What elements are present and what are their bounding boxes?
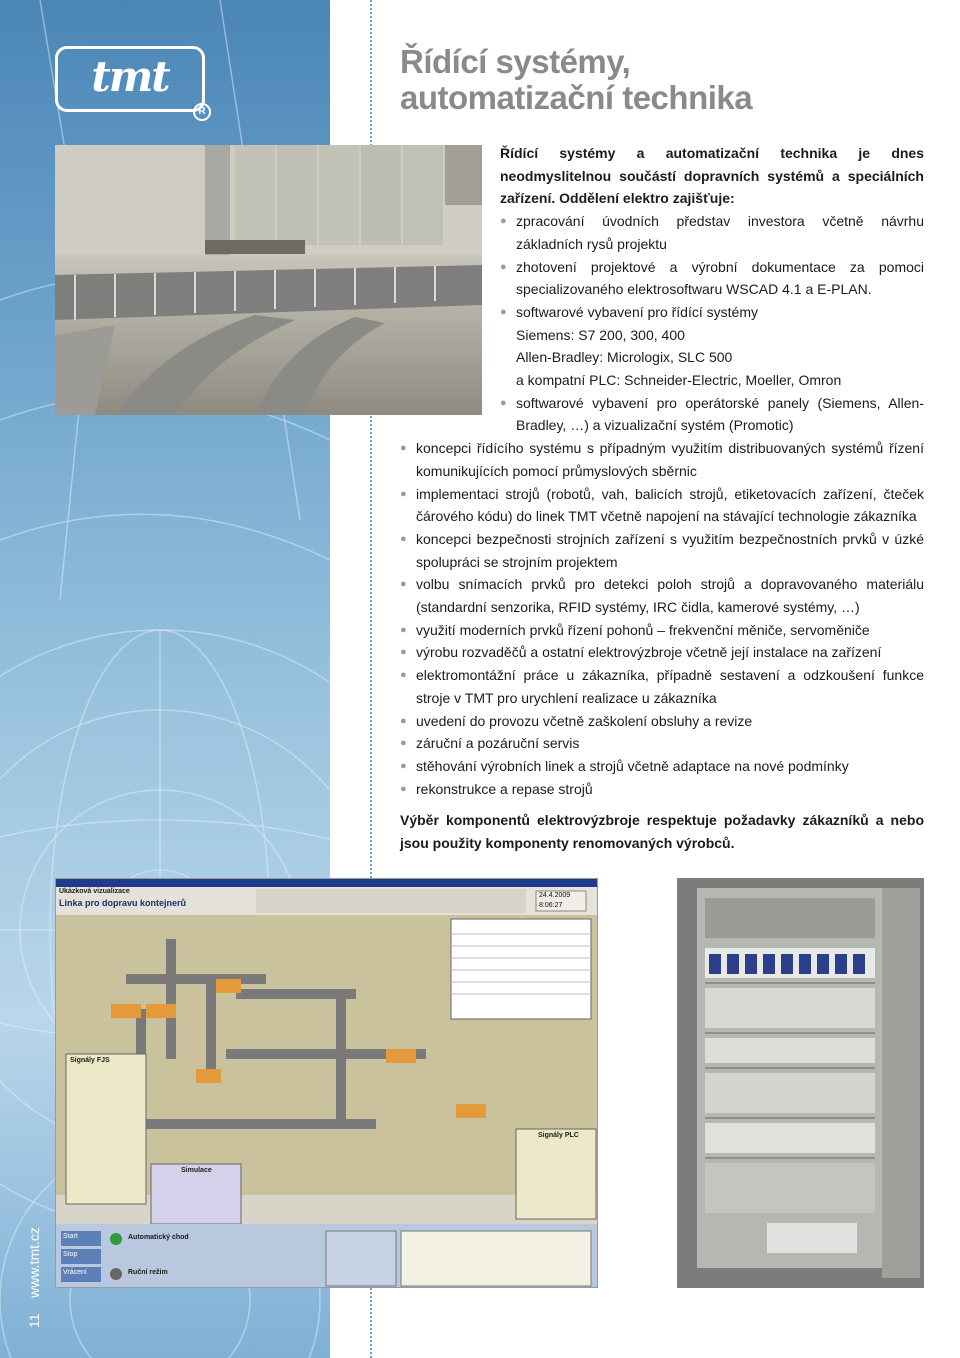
- scada-window-title: Linka pro dopravu kontejnerů: [59, 898, 187, 908]
- logo-text: tmt: [91, 52, 169, 101]
- title-line-1: Řídící systémy,: [400, 43, 631, 80]
- list-item: ● softwarové vybavení pro operátorské panely (Siemens, Allen-Bradley, …) a vizualizační systém (Promotic): [500, 392, 924, 437]
- plc-line: Siemens: S7 200, 300, 400: [516, 326, 685, 343]
- page-title: [400, 44, 920, 116]
- signals-plc-title: Signály PLC: [538, 1132, 579, 1139]
- list-item: ● výrobu rozvaděčů a ostatní elektrovýzbroje včetně její instalace na zařízení: [400, 641, 924, 664]
- scada-date: 24.4.2009: [539, 892, 571, 899]
- main-list: [400, 437, 924, 800]
- stop-button[interactable]: Stop: [63, 1251, 78, 1258]
- list-item: ● rekonstrukce a repase strojů: [400, 778, 924, 801]
- closing-paragraph: Výběr komponentů elektrovýzbroje respektuje požadavky zákazníků a nebo jsou použity komponenty renomovaných výrobců.: [400, 812, 924, 852]
- list-item: ● koncepci řídícího systému s případným využitím distribuovaných systémů řízení komunikujících pomocí průmyslových sběrnic: [400, 437, 924, 482]
- tmt-logo: [55, 46, 205, 112]
- list-item: ● elektromontážní práce u zákazníka, případně sestavení a odzkoušení funkce stroje v TMT pro urychlení realizace u zákazníka: [400, 664, 924, 709]
- list-item: ● zhotovení projektové a výrobní dokumentace za pomoci specializovaného elektrosoftwaru WSCAD 4.1 a E-PLAN.: [500, 256, 924, 301]
- list-item: ● implementaci strojů (robotů, vah, balicích strojů, etiketovacích zařízení, čteček čárového kódu) do linek TMT včetně napojení na stávající technologie zákazníka: [400, 483, 924, 528]
- electrical-cabinet-photo: [677, 878, 924, 1288]
- list-item: ● zpracování úvodních představ investora včetně návrhu základních rysů projektu: [500, 210, 924, 255]
- sub-list: [500, 210, 924, 324]
- list-item: ● uvedení do provozu včetně zaškolení obsluhy a revize: [400, 710, 924, 733]
- list-item: ● záruční a pozáruční servis: [400, 732, 924, 755]
- reset-button[interactable]: Vrácení: [63, 1269, 87, 1276]
- signals-fjs-title: Signály FJS: [70, 1057, 110, 1064]
- scada-subtitle: Ukázková vizualizace: [59, 888, 130, 895]
- list-item: ● stěhování výrobních linek a strojů včetně adaptace na nové podmínky: [400, 755, 924, 778]
- scada-screenshot: [55, 878, 598, 1288]
- body-text: [400, 142, 924, 855]
- intro-paragraph: Řídící systémy a automatizační technika je dnes neodmyslitelnou součástí dopravních systémů a speciálních zařízení. Oddělení elektro zajišťuje:: [500, 145, 924, 207]
- title-line-2: automatizační technika: [400, 79, 753, 116]
- start-button[interactable]: Start: [63, 1233, 78, 1240]
- plc-line: a kompatní PLC: Schneider-Electric, Moeller, Omron: [516, 372, 842, 389]
- page-number: 11: [26, 1313, 42, 1328]
- sub-list-2: [500, 392, 924, 437]
- auto-mode-label: Automatický chod: [128, 1234, 189, 1241]
- list-item: ● koncepci bezpečnosti strojních zařízení s využitím bezpečnostních prvků v úzké spolupráci se strojním projektem: [400, 528, 924, 573]
- simulation-title: Simulace: [181, 1167, 212, 1174]
- manual-mode-label: Ruční režim: [128, 1269, 168, 1276]
- website-url: www.tmt.cz: [26, 1227, 42, 1298]
- registered-mark: R: [193, 103, 211, 121]
- footer-vertical: [22, 1200, 52, 1330]
- list-item: ● volbu snímacích prvků pro detekci poloh strojů a dopravovaného materiálu (standardní senzorika, RFID systémy, IRC čidla, kamerové systémy, …): [400, 573, 924, 618]
- list-item: ● softwarové vybavení pro řídící systémy: [500, 301, 924, 324]
- scada-time: 8:06:27: [539, 902, 563, 909]
- list-item: ● využití moderních prvků řízení pohonů – frekvenční měniče, servoměniče: [400, 619, 924, 642]
- plc-line: Allen-Bradley: Micrologix, SLC 500: [516, 349, 733, 366]
